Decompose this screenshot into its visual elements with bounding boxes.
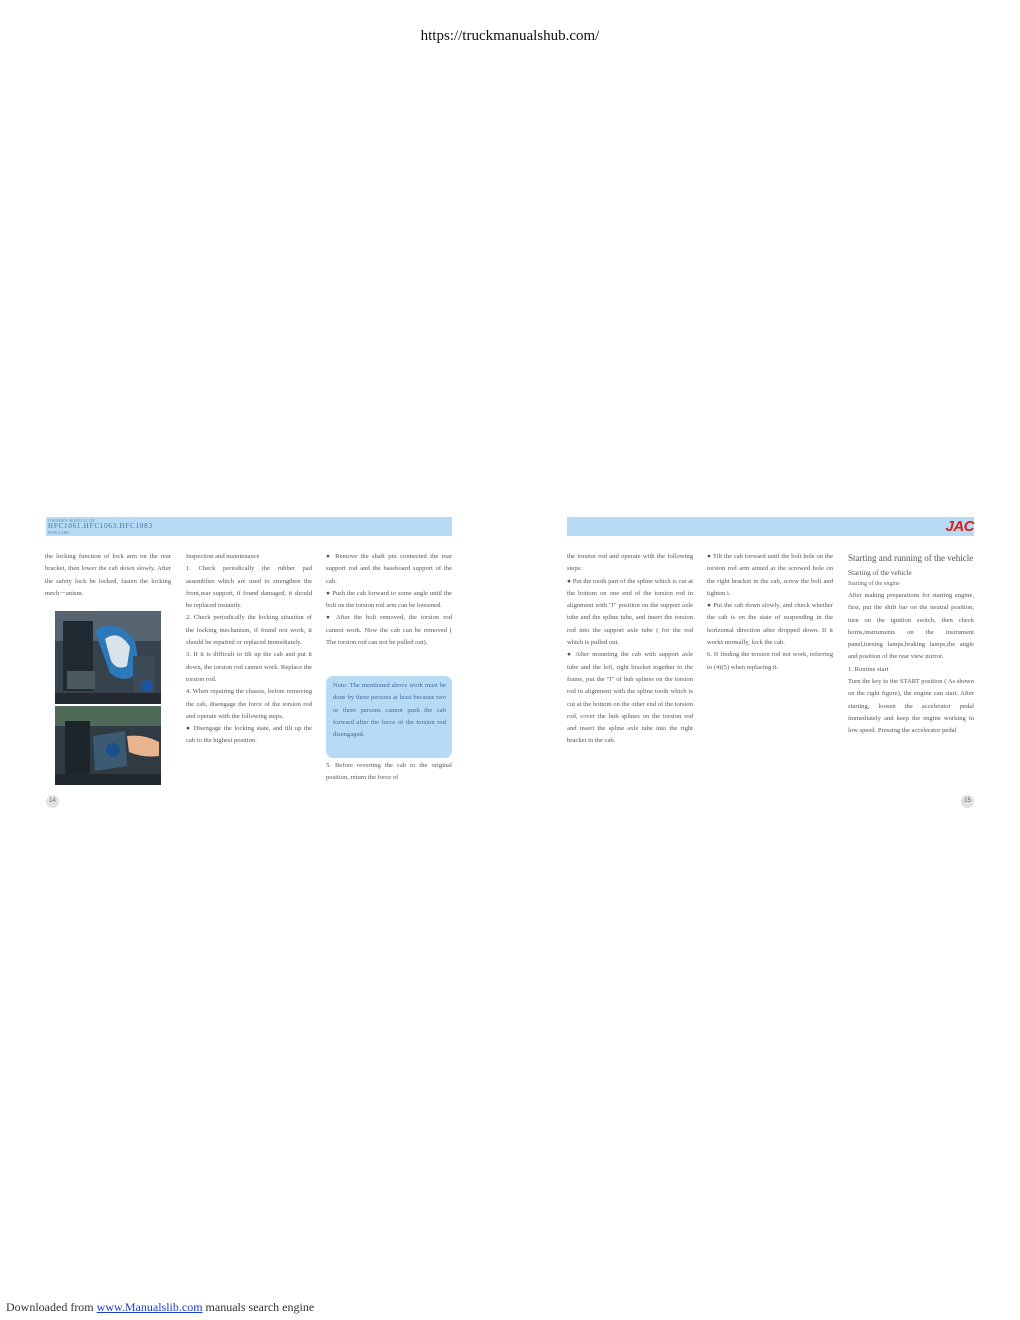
column-5 [707, 551, 833, 674]
left-page-header-bar [46, 517, 452, 536]
paragraph: ● Disengage the locking state, and tilt up the cab to the highest position. [186, 725, 312, 745]
routine-start-label: 1. Routine start [848, 665, 889, 673]
footer-suffix: manuals search engine [205, 1300, 315, 1314]
section-subtitle: Starting of the vehicle [848, 569, 912, 577]
jac-logo: JAC [945, 518, 974, 535]
paragraph: 2. Check periodically the locking situation of the locking mechanism, if found not work, it should be repaired or replaced immediately. [186, 614, 312, 647]
subsection-label: Starting of the engine [848, 581, 900, 587]
cab-mechanism-photo-2 [55, 706, 161, 785]
section-heading-inspection: Inspection and maintenance [186, 553, 260, 560]
column-1 [45, 551, 171, 600]
page-number-left: 14 [46, 795, 59, 808]
paragraph: ● After the bolt removed, the torsion rod cannot work. Now the cab can be removed ( The torsion rod can not be pulled out). [326, 614, 452, 647]
paragraph: the locking function of lock arm on the rear bracket, then lower the cab down slowly. After the safety lock be locked, fasten the locking mech－anism. [45, 553, 171, 597]
model-numbers: HFC1061,HFC1063,HFC1083 [48, 522, 153, 530]
column-3 [326, 551, 452, 649]
source-url: https://truckmanualshub.com/ [420, 28, 600, 44]
paragraph: ● Put the cab down slowly, and check whether the cab is on the state of suspending in the horizontal direction after dropped down. If it works normally, lock the cab. [707, 602, 833, 647]
page-number-right: 15 [961, 795, 974, 808]
column-2 [186, 551, 312, 748]
paragraph: ● Tilt the cab forward until the bolt hole on the torsion rod arm aimed at the screwed hole on the right bracket in the cab, screw the bolt and tighten i. [707, 553, 833, 597]
note-text: Note: The mentioned above work must be done by three persons at least because two or three persons cannot push the cab forward after the force of the torsion rod disengaged. [333, 682, 446, 739]
paragraph: 6. If finding the torsion rod not work, referring to (4)(5) when replacing it. [707, 651, 833, 671]
column-4 [567, 551, 693, 748]
manual-label: OWNER'S MANUAL OF [48, 518, 96, 523]
right-page-header-bar [567, 517, 974, 536]
manualslib-link[interactable]: www.Manualslib.com [96, 1300, 203, 1314]
paragraph: the torsion rod and operate with the following steps: [567, 553, 693, 573]
paragraph: ● After mounting the cab with support axle tube and the left, right bracket together to the frame, put the "I" of hub splines on the torsion rod in alignment with the spline tooth which is cut at the bottom on the other end of the torsion rod, cover the hub splines on the torsion rod and insert the spline axle tube into the right bracket in the cab. [567, 651, 693, 745]
column-3-continued [326, 760, 452, 785]
column-6 [848, 551, 974, 738]
paragraph: ● Remove the shaft pin connected the rear support rod and the baseboard support of the cab. [326, 553, 452, 585]
paragraph: 4. When repairing the chassis, before removing the cab, disengage the force of the torsion rod and operate with the following steps. [186, 688, 312, 720]
footer-prefix: Downloaded from [6, 1300, 94, 1314]
paragraph: ● Push the cab forward to some angle until the bolt on the torsion rod arm can be loosened. [326, 589, 452, 610]
cab-mechanism-photo-1 [55, 611, 161, 704]
paragraph: After making preparations for starting engine, first, put the shift bar on the neutral position, turn on the ignition switch, then check horns,instruments on the instrument panel,turning lamps,braking lamps,the angle and position of the rear view mirror. [848, 592, 974, 661]
paragraph: ● Put the tooth part of the spline which is cut at the bottom on one end of the torsion rod in alignment with "I" position on the support axle tube and the spline tube, and insert the torsion rod into the support axle tube ( for the rod which is pulled out. [567, 577, 693, 647]
download-footer [6, 1300, 314, 1315]
note-box [326, 676, 452, 758]
paragraph: 3. If it is difficult to tilt up the cab and put it down, the torsion rod cannot work. Replace the torsion rod. [186, 651, 312, 683]
paragraph: 1. Check periodically the rubber pad assemblies which are used to strengthen the front,rear support, if found damaged, it should be replaced instantly. [186, 565, 312, 610]
section-title: Starting and running of the vehicle [848, 553, 974, 563]
cab-type-label: BOW CABS [48, 530, 69, 535]
paragraph: 5. Before reverting the cab to the original position, return the force of [326, 762, 452, 782]
paragraph: Turn the key to the START position ( As shown on the right figure), the engine can start. After starting, loosen the accelerator pedal immediately and keep the engine working in low speed. Pressing the accelerator pedal [848, 678, 974, 735]
